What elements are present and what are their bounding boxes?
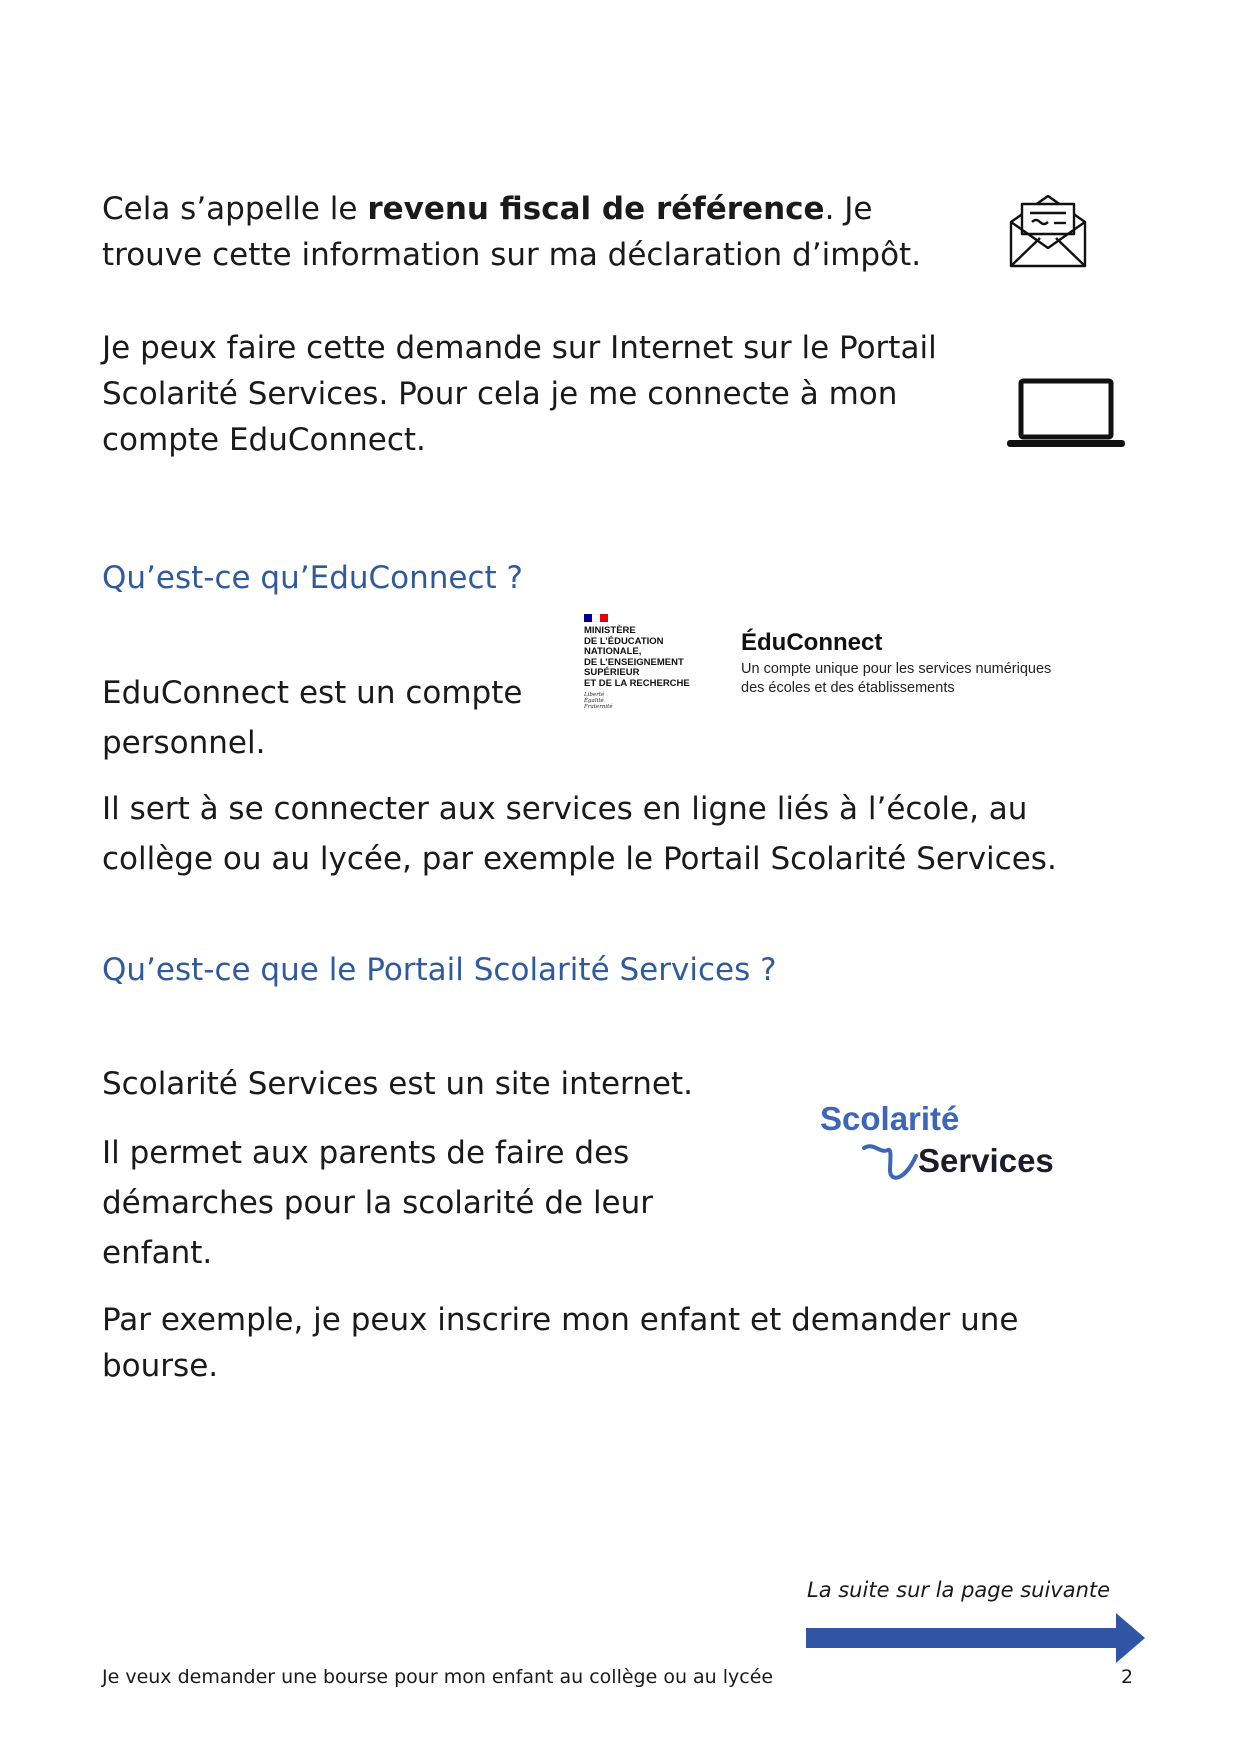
next-page-note: La suite sur la page suivante [807,1578,1111,1602]
scolarite-paragraph-2: Il permet aux parents de faire des démarches pour la scolarité de leur enfant. [102,1135,654,1271]
educonnect-tagline: Un compte unique pour les services numériques des écoles et des établissements [741,661,1052,696]
french-flag-mark [584,614,608,622]
educonnect-title: ÉduConnect [741,629,883,656]
intro-bold-term: revenu fiscal de référence [367,191,825,227]
intro-text-start: Cela s’appelle le [102,191,368,227]
laptop-icon [1006,378,1126,450]
intro-paragraph [102,186,942,278]
intro-text-end: . Je trouve cette information sur ma déclaration d’impôt. [102,191,922,273]
scolarite-paragraph-3: Par exemple, je peux inscrire mon enfant et demander une bourse. [102,1302,1019,1384]
page-number: 2 [1121,1666,1134,1688]
scolarite-services-logo [820,1100,1070,1190]
online-paragraph: Je peux faire cette demande sur Internet sur le Portail Scolarité Services. Pour cela je me connecte à mon compte EduConnect. [102,330,937,458]
ministry-name: MINISTÈRE DE L’ÉDUCATION NATIONALE, DE L’ENSEIGNEMENT SUPÉRIEUR ET DE LA RECHERCHE [584,625,690,689]
envelope-letter-icon [1008,186,1088,270]
heading-scolarite: Qu’est-ce que le Portail Scolarité Services ? [102,952,777,988]
arrow-right-icon [806,1612,1146,1664]
scolarite-logo-bottom: Services [918,1142,1054,1179]
scolarite-logo-top: Scolarité [820,1100,960,1137]
footer-title: Je veux demander une bourse pour mon enfant au collège ou au lycée [102,1666,774,1688]
scolarite-paragraph-1: Scolarité Services est un site internet. [102,1066,693,1102]
educonnect-logo [741,629,1051,698]
ministry-logo [584,614,694,714]
educonnect-paragraph-2: Il sert à se connecter aux services en ligne liés à l’école, au collège ou au lycée, par exemple le Portail Scolarité Services. [102,791,1057,877]
ministry-motto: Liberté Égalité Fraternité [584,692,613,710]
educonnect-paragraph-1: EduConnect est un compte personnel. [102,675,523,761]
squiggle-mark [860,1140,920,1186]
heading-educonnect: Qu’est-ce qu’EduConnect ? [102,560,524,596]
